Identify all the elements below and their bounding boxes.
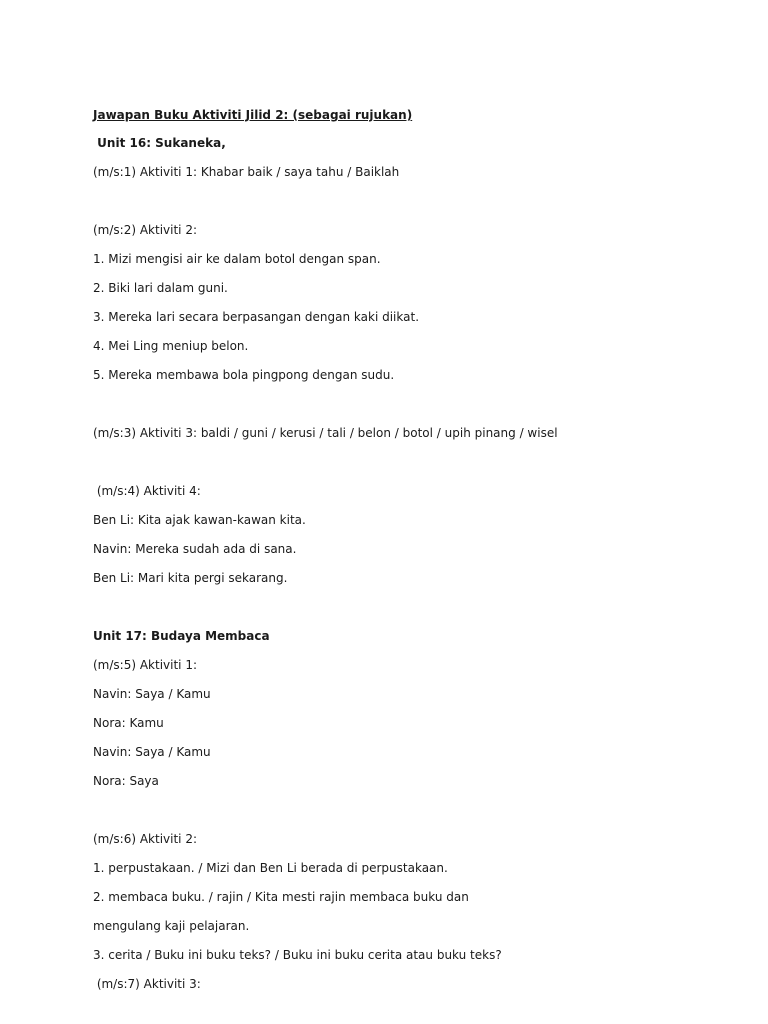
ms2-item-1: 1. Mizi mengisi air ke dalam botol dengan span. xyxy=(93,252,381,266)
ms5-item-2: Nora: Kamu xyxy=(93,716,164,730)
document-title: Jawapan Buku Aktiviti Jilid 2: (sebagai rujukan) xyxy=(93,108,413,122)
ms4-item-3: Ben Li: Mari kita pergi sekarang. xyxy=(93,571,288,585)
unit-17-heading: Unit 17: Budaya Membaca xyxy=(93,629,270,643)
ms2-label: (m/s:2) Aktiviti 2: xyxy=(93,223,198,237)
ms2-item-2: 2. Biki lari dalam guni. xyxy=(93,281,228,295)
ms6-item-1: 1. perpustakaan. / Mizi dan Ben Li berada di perpustakaan. xyxy=(93,861,448,875)
ms5-label: (m/s:5) Aktiviti 1: xyxy=(93,658,198,672)
ms4-label: (m/s:4) Aktiviti 4: xyxy=(93,484,201,498)
ms1-aktiviti-1: (m/s:1) Aktiviti 1: Khabar baik / saya tahu / Baiklah xyxy=(93,165,400,179)
ms5-item-4: Nora: Saya xyxy=(93,774,159,788)
ms4-item-1: Ben Li: Kita ajak kawan-kawan kita. xyxy=(93,513,306,527)
ms6-item-2-continued: mengulang kaji pelajaran. xyxy=(93,919,250,933)
ms6-item-2: 2. membaca buku. / rajin / Kita mesti rajin membaca buku dan xyxy=(93,890,469,904)
unit-16-heading: Unit 16: Sukaneka, xyxy=(93,136,226,150)
ms2-item-4: 4. Mei Ling meniup belon. xyxy=(93,339,249,353)
ms6-label: (m/s:6) Aktiviti 2: xyxy=(93,832,198,846)
ms7-label: (m/s:7) Aktiviti 3: xyxy=(93,977,201,991)
ms2-item-5: 5. Mereka membawa bola pingpong dengan sudu. xyxy=(93,368,395,382)
ms2-item-3: 3. Mereka lari secara berpasangan dengan kaki diikat. xyxy=(93,310,420,324)
ms3-aktiviti-3: (m/s:3) Aktiviti 3: baldi / guni / kerusi / tali / belon / botol / upih pinang / wisel xyxy=(93,426,558,440)
ms5-item-3: Navin: Saya / Kamu xyxy=(93,745,211,759)
ms5-item-1: Navin: Saya / Kamu xyxy=(93,687,211,701)
ms6-item-3: 3. cerita / Buku ini buku teks? / Buku ini buku cerita atau buku teks? xyxy=(93,948,502,962)
ms4-item-2: Navin: Mereka sudah ada di sana. xyxy=(93,542,297,556)
